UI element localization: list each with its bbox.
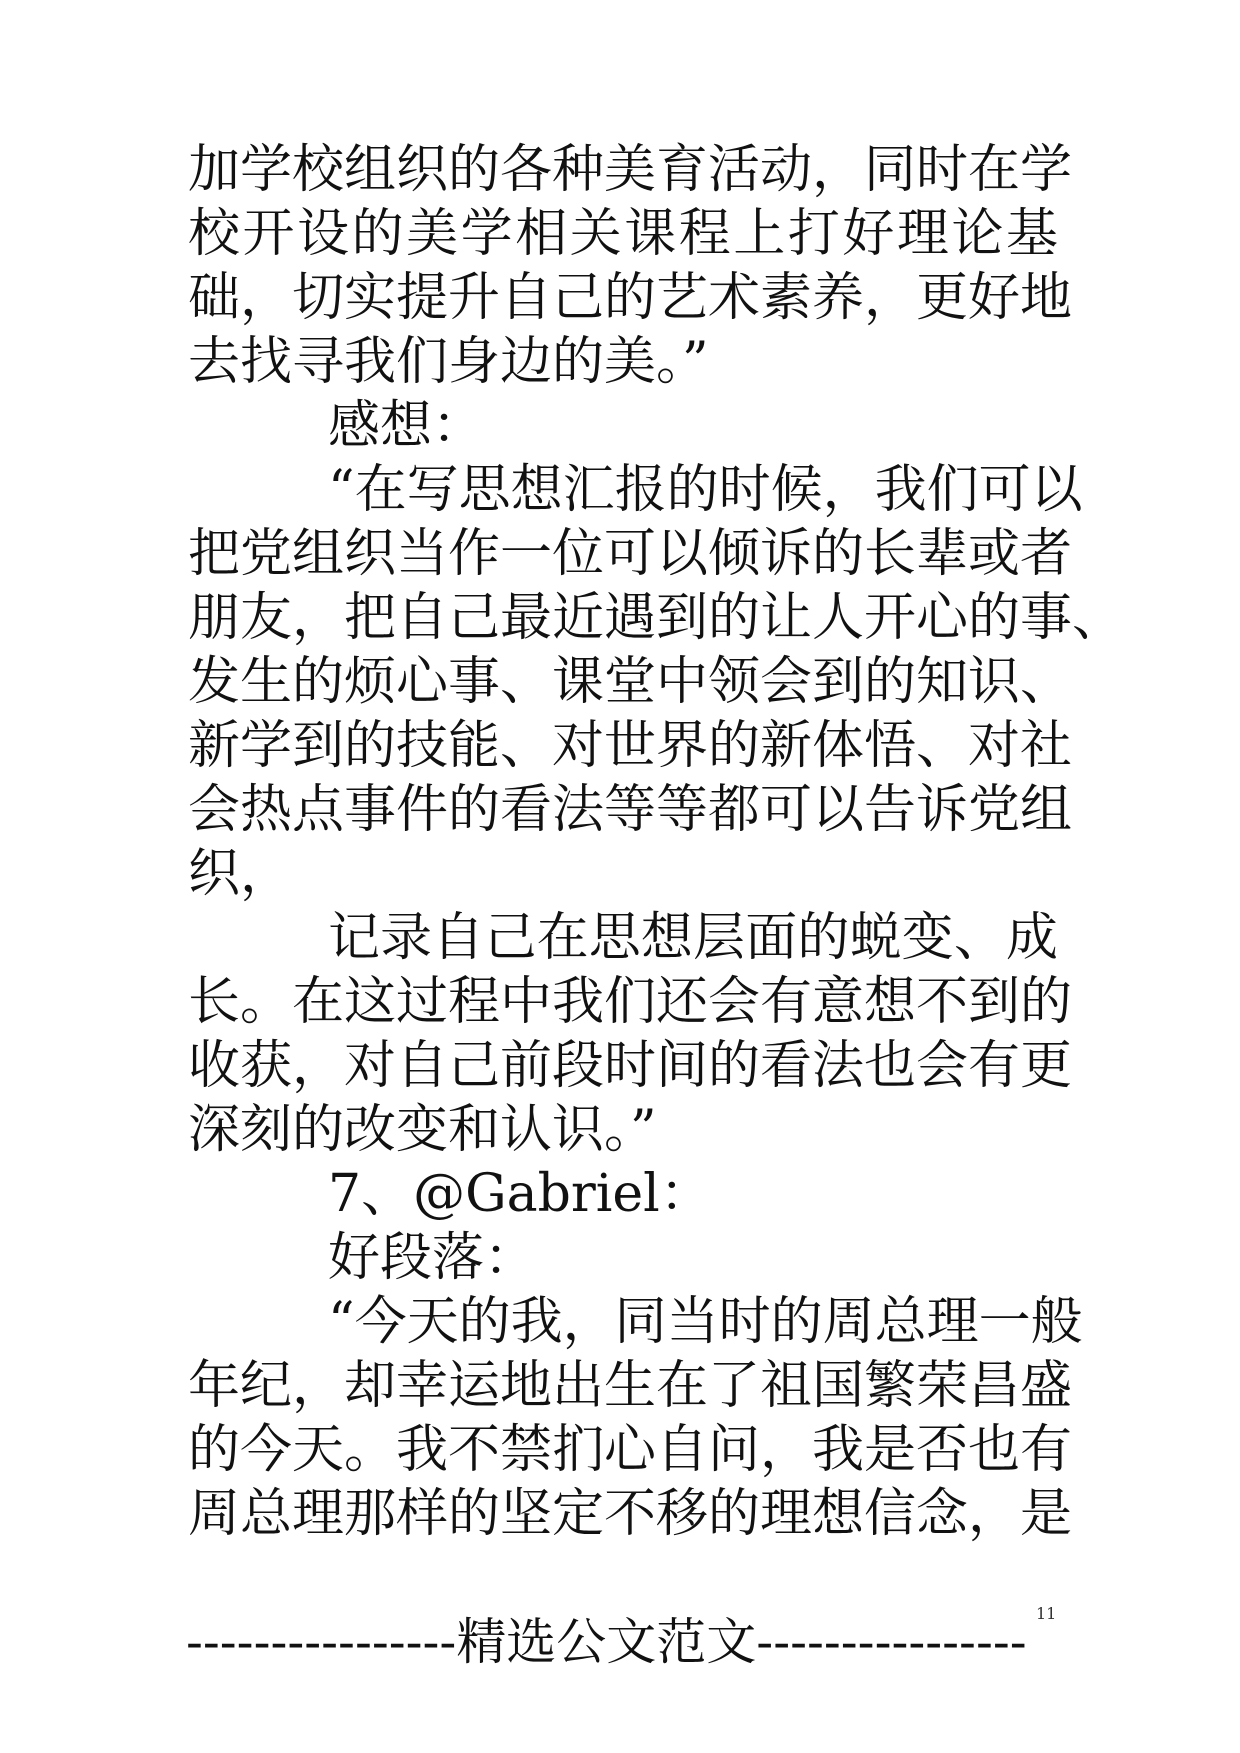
text-line: 年纪，却幸运地出生在了祖国繁荣昌盛 — [188, 1356, 1073, 1416]
text-line: 织， — [188, 844, 293, 904]
section-heading: 好段落： — [328, 1228, 537, 1288]
text-line: 会热点事件的看法等等都可以告诉党组 — [188, 780, 1073, 840]
text-line: 去找寻我们身边的美。” — [188, 332, 709, 392]
text-line: 深刻的改变和认识。” — [188, 1100, 657, 1160]
text-line: 周总理那样的坚定不移的理想信念，是 — [188, 1484, 1073, 1544]
text-line: 新学到的技能、对世界的新体悟、对社 — [188, 716, 1073, 776]
page-footer: ----------------精选公文范文---------------- — [186, 1613, 1027, 1671]
text-line: 收获，对自己前段时间的看法也会有更 — [188, 1036, 1073, 1096]
text-line: 校开设的美学相关课程上打好理论基 — [188, 204, 1058, 264]
text-line: “今天的我，同当时的周总理一般 — [328, 1292, 1083, 1352]
text-line: 的今天。我不禁扪心自问，我是否也有 — [188, 1420, 1073, 1480]
text-line: 长。在这过程中我们还会有意想不到的 — [188, 972, 1073, 1032]
section-heading: 感想： — [328, 396, 485, 456]
page-number: 11 — [1036, 1604, 1057, 1623]
text-line: 加学校组织的各种美育活动，同时在学 — [188, 140, 1073, 200]
section-heading: 7、@Gabriel： — [328, 1164, 712, 1224]
text-line: 发生的烦心事、课堂中领会到的知识、 — [188, 652, 1073, 712]
text-line: 记录自己在思想层面的蜕变、成 — [328, 908, 1058, 968]
text-line: “在写思想汇报的时候，我们可以 — [328, 460, 1083, 520]
text-line: 朋友，把自己最近遇到的让人开心的事、 — [188, 588, 1125, 648]
text-line: 础，切实提升自己的艺术素养，更好地 — [188, 268, 1073, 328]
text-line: 把党组织当作一位可以倾诉的长辈或者 — [188, 524, 1073, 584]
